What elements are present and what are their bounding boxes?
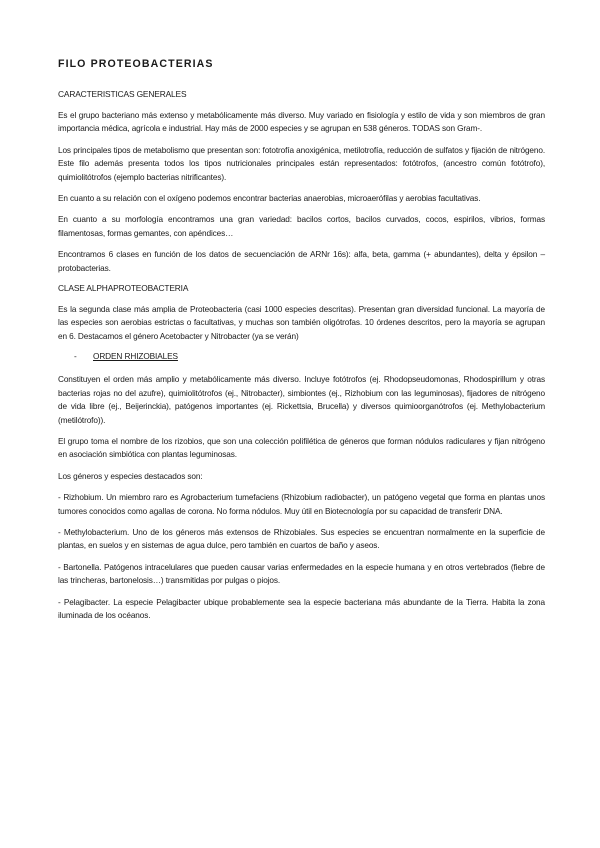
paragraph-intro: Es el grupo bacteriano más extenso y metabólicamente más diverso. Muy variado en fisiología y estilo de vida y son miembros de gran importancia médica, agrícola e industrial. Hay más de 2000 especies y se agrupan en 538 géneros. TODAS son Gram-. [58,111,545,134]
paragraph-rhizobios: El grupo toma el nombre de los rizobios, que son una colección polifilética de géneros que forman nódulos radiculares y fijan nitrógeno en asociación simbiótica con plantas leguminosas. [58,436,545,460]
paragraph-pelagibacter: - Pelagibacter. La especie Pelagibacter ubique probablemente sea la especie bacteriana más abundante de la Tierra. Habita la zona iluminada de los océanos. [58,597,545,620]
bullet-dash: - [74,352,77,362]
paragraph-alpha-intro: Es la segunda clase más amplia de Proteobacteria (casi 1000 especies descritas). Presentan gran diversidad funcional. La mayoría de las especies son aerobias estrictas o facultativas, y muchas son también oligótrofas. 10 órdenes descritos, pero la mayoría se agrupan en 6. Destacamos el género Acetobacter y Nitrobacter (ya se verán) [58,305,545,341]
paragraph-rhizobium: - Rizhobium. Un miembro raro es Agrobacterium tumefaciens (Rhizobium radiobacter), un patógeno vegetal que forma en plantas unos tumores conocidos como agallas de corona. No forma nódulos. Muy útil en Biotecnología por su capacidad de transferir DNA. [58,493,545,516]
bullet-order-rhizobiales [58,351,545,363]
document-page [58,50,545,630]
document-title: FILO PROTEOBACTERIAS [58,58,214,70]
paragraph-morphology: En cuanto a su morfología encontramos una gran variedad: bacilos cortos, bacilos curvados, cocos, espirilos, vibrios, formas filamentosas, formas gemantes, con apéndices… [58,215,545,238]
paragraph-genera-intro: Los géneros y especies destacados son: [58,471,203,481]
paragraph-classes: Encontramos 6 clases en función de los datos de secuenciación de ARNr 16s): alfa, beta, gamma (+ abundantes), delta y épsilon –protobacterias. [58,250,545,273]
bullet-label: ORDEN RHIZOBIALES [93,352,178,362]
section-heading-general: CARACTERISTICAS GENERALES [58,89,187,99]
paragraph-metabolism: Los principales tipos de metabolismo que presentan son: fototrofía anoxigénica, metilotrofía, reducción de sulfatos y fijación de nitrógeno. Este filo además presenta todos los tipos nutricionales principales están representados: fotótrofos, (ancestro común fotótrofo), quimiolitótrofos (ejemplo bacterias nitrificantes). [58,145,545,182]
paragraph-methylobacterium: - Methylobacterium. Uno de los géneros más extensos de Rhizobiales. Sus especies se encuentran normalmente en la superficie de plantas, en suelos y en sistemas de agua dulce, pero también en cuartos de baño y aseos. [58,527,545,551]
paragraph-oxygen: En cuanto a su relación con el oxígeno podemos encontrar bacterias anaerobias, microaerófilas y aerobias facultativas. [58,194,481,204]
paragraph-rhizobiales-description: Constituyen el orden más amplio y metabólicamente más diverso. Incluye fotótrofos (ej. Rhodopseudomonas, Rhodospirillum y otras bacterias rojas no del azufre), quimiolitótrofos (ej., Nitrobacter), simbiontes (ej., Rizhobium con las leguminosas), fijadores de nitrógeno de vida libre (ej., Beijerinckia), patógenos importantes (ej. Rickettsia, Brucella) y diversos quimioorganótrofos (ej. Methylobacterium (metilótrofo)). [58,375,545,425]
section-heading-alphaproteobacteria: CLASE ALPHAPROTEOBACTERIA [58,283,189,294]
paragraph-bartonella: - Bartonella. Patógenos intracelulares que pueden causar varias enfermedades en la especie humana y en otros vertebrados (fiebre de las trincheras, bartonelosis…) transmitidas por pulgas o piojos. [58,562,545,586]
